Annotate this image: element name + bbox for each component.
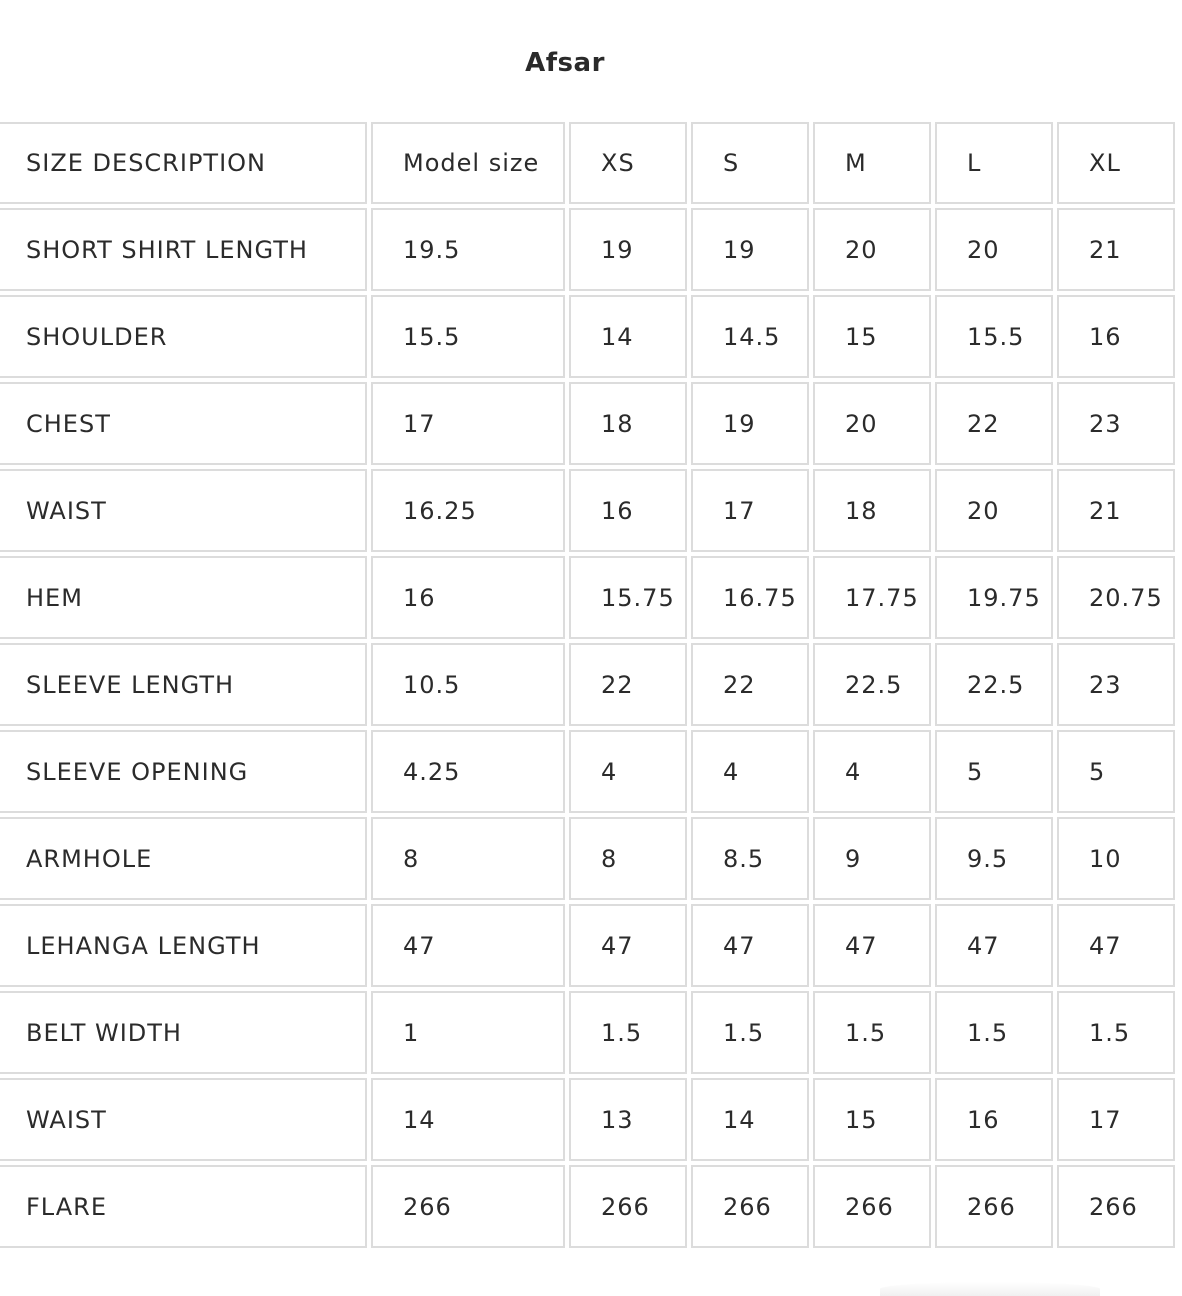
table-cell: 16.25 [371, 469, 565, 552]
table-cell: 8 [371, 817, 565, 900]
table-row [0, 556, 1175, 639]
table-cell: 266 [1057, 1165, 1175, 1248]
row-label: ARMHOLE [0, 817, 367, 900]
table-cell: 266 [691, 1165, 809, 1248]
table-cell: 22 [691, 643, 809, 726]
row-label: HEM [0, 556, 367, 639]
table-cell: 4 [813, 730, 931, 813]
row-label: FLARE [0, 1165, 367, 1248]
table-cell: 14 [691, 1078, 809, 1161]
table-cell: 266 [371, 1165, 565, 1248]
table-cell: 1.5 [1057, 991, 1175, 1074]
table-row [0, 730, 1175, 813]
table-cell: 20 [935, 469, 1053, 552]
table-cell: 1.5 [691, 991, 809, 1074]
table-cell: 47 [371, 904, 565, 987]
table-row [0, 208, 1175, 291]
table-cell: 16 [371, 556, 565, 639]
table-cell: 10 [1057, 817, 1175, 900]
table-cell: 5 [1057, 730, 1175, 813]
table-cell: 19 [691, 208, 809, 291]
table-cell: 266 [569, 1165, 687, 1248]
table-cell: 22 [935, 382, 1053, 465]
row-label: SLEEVE OPENING [0, 730, 367, 813]
header-cell: XS [569, 122, 687, 204]
table-cell: 47 [569, 904, 687, 987]
table-cell: 9.5 [935, 817, 1053, 900]
table-row [0, 1078, 1175, 1161]
table-row [0, 817, 1175, 900]
table-cell: 14.5 [691, 295, 809, 378]
table-cell: 13 [569, 1078, 687, 1161]
table-cell: 1 [371, 991, 565, 1074]
table-cell: 23 [1057, 382, 1175, 465]
table-cell: 15.5 [935, 295, 1053, 378]
table-cell: 17 [1057, 1078, 1175, 1161]
table-cell: 18 [813, 469, 931, 552]
table-cell: 16.75 [691, 556, 809, 639]
table-cell: 23 [1057, 643, 1175, 726]
table-cell: 1.5 [569, 991, 687, 1074]
table-cell: 266 [935, 1165, 1053, 1248]
table-cell: 19 [691, 382, 809, 465]
table-cell: 21 [1057, 469, 1175, 552]
table-row [0, 991, 1175, 1074]
table-cell: 20 [813, 208, 931, 291]
table-cell: 15.75 [569, 556, 687, 639]
table-cell: 15 [813, 1078, 931, 1161]
table-cell: 8 [569, 817, 687, 900]
table-cell: 16 [569, 469, 687, 552]
table-row [0, 469, 1175, 552]
table-cell: 266 [813, 1165, 931, 1248]
table-row [0, 904, 1175, 987]
header-cell: M [813, 122, 931, 204]
table-row [0, 1165, 1175, 1248]
table-cell: 14 [569, 295, 687, 378]
table-cell: 10.5 [371, 643, 565, 726]
table-cell: 22.5 [813, 643, 931, 726]
header-cell: XL [1057, 122, 1175, 204]
row-label: CHEST [0, 382, 367, 465]
row-label: SHOULDER [0, 295, 367, 378]
table-cell: 4.25 [371, 730, 565, 813]
table-cell: 47 [813, 904, 931, 987]
row-label: WAIST [0, 1078, 367, 1161]
table-cell: 22 [569, 643, 687, 726]
header-row [0, 122, 1175, 204]
table-cell: 19.5 [371, 208, 565, 291]
table-cell: 19 [569, 208, 687, 291]
table-row [0, 382, 1175, 465]
table-cell: 47 [935, 904, 1053, 987]
table-cell: 47 [691, 904, 809, 987]
header-cell: S [691, 122, 809, 204]
row-label: LEHANGA LENGTH [0, 904, 367, 987]
size-table-body [0, 122, 1175, 1248]
table-cell: 1.5 [813, 991, 931, 1074]
table-cell: 4 [691, 730, 809, 813]
table-cell: 16 [935, 1078, 1053, 1161]
table-title: Afsar [525, 48, 605, 78]
row-label: BELT WIDTH [0, 991, 367, 1074]
table-row [0, 643, 1175, 726]
table-cell: 4 [569, 730, 687, 813]
table-cell: 16 [1057, 295, 1175, 378]
table-cell: 15 [813, 295, 931, 378]
table-cell: 9 [813, 817, 931, 900]
table-cell: 8.5 [691, 817, 809, 900]
table-cell: 20 [935, 208, 1053, 291]
table-cell: 17 [371, 382, 565, 465]
table-cell: 47 [1057, 904, 1175, 987]
table-cell: 17.75 [813, 556, 931, 639]
header-cell: Model size [371, 122, 565, 204]
row-label: WAIST [0, 469, 367, 552]
table-cell: 19.75 [935, 556, 1053, 639]
table-cell: 15.5 [371, 295, 565, 378]
table-cell: 18 [569, 382, 687, 465]
table-cell: 22.5 [935, 643, 1053, 726]
table-cell: 21 [1057, 208, 1175, 291]
table-cell: 14 [371, 1078, 565, 1161]
table-cell: 1.5 [935, 991, 1053, 1074]
table-cell: 20.75 [1057, 556, 1175, 639]
row-label: SLEEVE LENGTH [0, 643, 367, 726]
row-label: SHORT SHIRT LENGTH [0, 208, 367, 291]
table-cell: 20 [813, 382, 931, 465]
header-cell: SIZE DESCRIPTION [0, 122, 367, 204]
table-cell: 17 [691, 469, 809, 552]
table-cell: 5 [935, 730, 1053, 813]
size-chart [0, 118, 1182, 1252]
header-cell: L [935, 122, 1053, 204]
table-row [0, 295, 1175, 378]
size-table [0, 118, 1179, 1252]
